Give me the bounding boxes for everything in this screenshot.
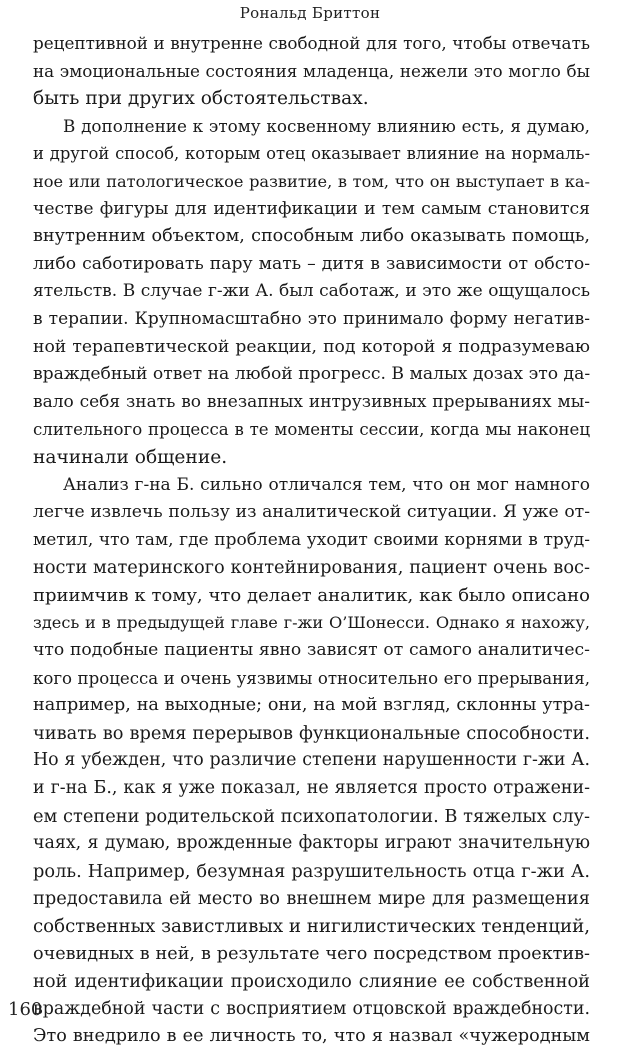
text-line: честве фигуры для идентификации и тем самым становится: [33, 198, 590, 219]
text-line: ной терапевтической реакции, под которой я подразумеваю: [33, 336, 590, 357]
text-line: и г-на Б., как я уже показал, не является просто отражени-: [33, 778, 590, 799]
text-line: Анализ г-на Б. сильно отличался тем, что он мог намного: [63, 474, 590, 495]
text-line: приимчив к тому, что делает аналитик, как было описано: [33, 584, 590, 606]
text-line: что подобные пациенты явно зависят от самого аналитичес-: [33, 640, 590, 661]
text-line: либо саботировать пару мать – дитя в зависимости от обсто-: [33, 253, 590, 274]
text-line: например, на выходные; они, на мой взгляд, склонны утра-: [33, 695, 590, 716]
text-line: чаях, я думаю, врожденные факторы играют значительную: [33, 833, 590, 854]
text-line: ное или патологическое развитие, в том, что он выступает в ка-: [33, 171, 590, 191]
text-line: слительного процесса в те моменты сессии, когда мы наконец: [33, 420, 590, 440]
text-line: Но я убежден, что различие степени нарушенности г-жи А.: [33, 750, 590, 771]
text-line: и другой способ, которым отец оказывает влияние на нормаль-: [33, 144, 590, 164]
text-line: ем степени родительской психопатологии. В тяжелых слу-: [33, 805, 590, 827]
text-line: вало себя знать во внезапных интрузивных прерываниях мы-: [33, 391, 590, 412]
text-line: метил, что там, где проблема уходит своими корнями в труд-: [33, 529, 590, 550]
text-line: ятельств. В случае г-жи А. был саботаж, и это же ощущалось: [33, 281, 590, 302]
text-line: собственных завистливых и нигилистических тенденций,: [33, 916, 590, 937]
text-line: здесь и в предыдущей главе г-жи О’Шонесси. Однако я нахожу,: [33, 613, 590, 633]
running-head-author: Рональд Бриттон: [239, 4, 381, 22]
text-line: внутренним объектом, способным либо оказывать помощь,: [33, 226, 590, 247]
text-line: быть при других обстоятельствах.: [33, 88, 369, 110]
text-line: на эмоциональные состояния младенца, нежели это могло бы: [33, 60, 590, 81]
text-line: враждебный ответ на любой прогресс. В малых дозах это да-: [33, 364, 590, 385]
text-line: ности материнского контейнирования, пациент очень вос-: [33, 557, 590, 579]
text-line: начинали общение.: [33, 446, 228, 468]
text-line: легче извлечь пользу из аналитической ситуации. Я уже от-: [33, 502, 590, 523]
text-line: чивать во время перерывов функциональные способности.: [33, 722, 590, 744]
page-number: 160: [8, 999, 43, 1020]
body-text: [33, 30, 590, 1051]
text-line: предоставила ей место во внешнем мире для размещения: [33, 888, 590, 910]
text-line: очевидных в ней, в результате чего посредством проектив-: [33, 943, 590, 964]
text-line: ной идентификации происходило слияние ее собственной: [33, 971, 590, 993]
text-line: в терапии. Крупномасштабно это принимало форму негатив-: [33, 308, 590, 329]
text-line: Это внедрило в ее личность то, что я назвал «чужеродным: [33, 1026, 590, 1047]
text-line: роль. Например, безумная разрушительность отца г-жи А.: [33, 860, 590, 882]
text-line: В дополнение к этому косвенному влиянию есть, я думаю,: [63, 115, 590, 136]
text-line: кого процесса и очень уязвимы относительно его прерывания,: [33, 668, 590, 688]
text-line: рецептивной и внутренне свободной для того, чтобы отвечать: [33, 33, 590, 53]
text-line: враждебной части с восприятием отцовской враждебности.: [33, 998, 590, 1019]
